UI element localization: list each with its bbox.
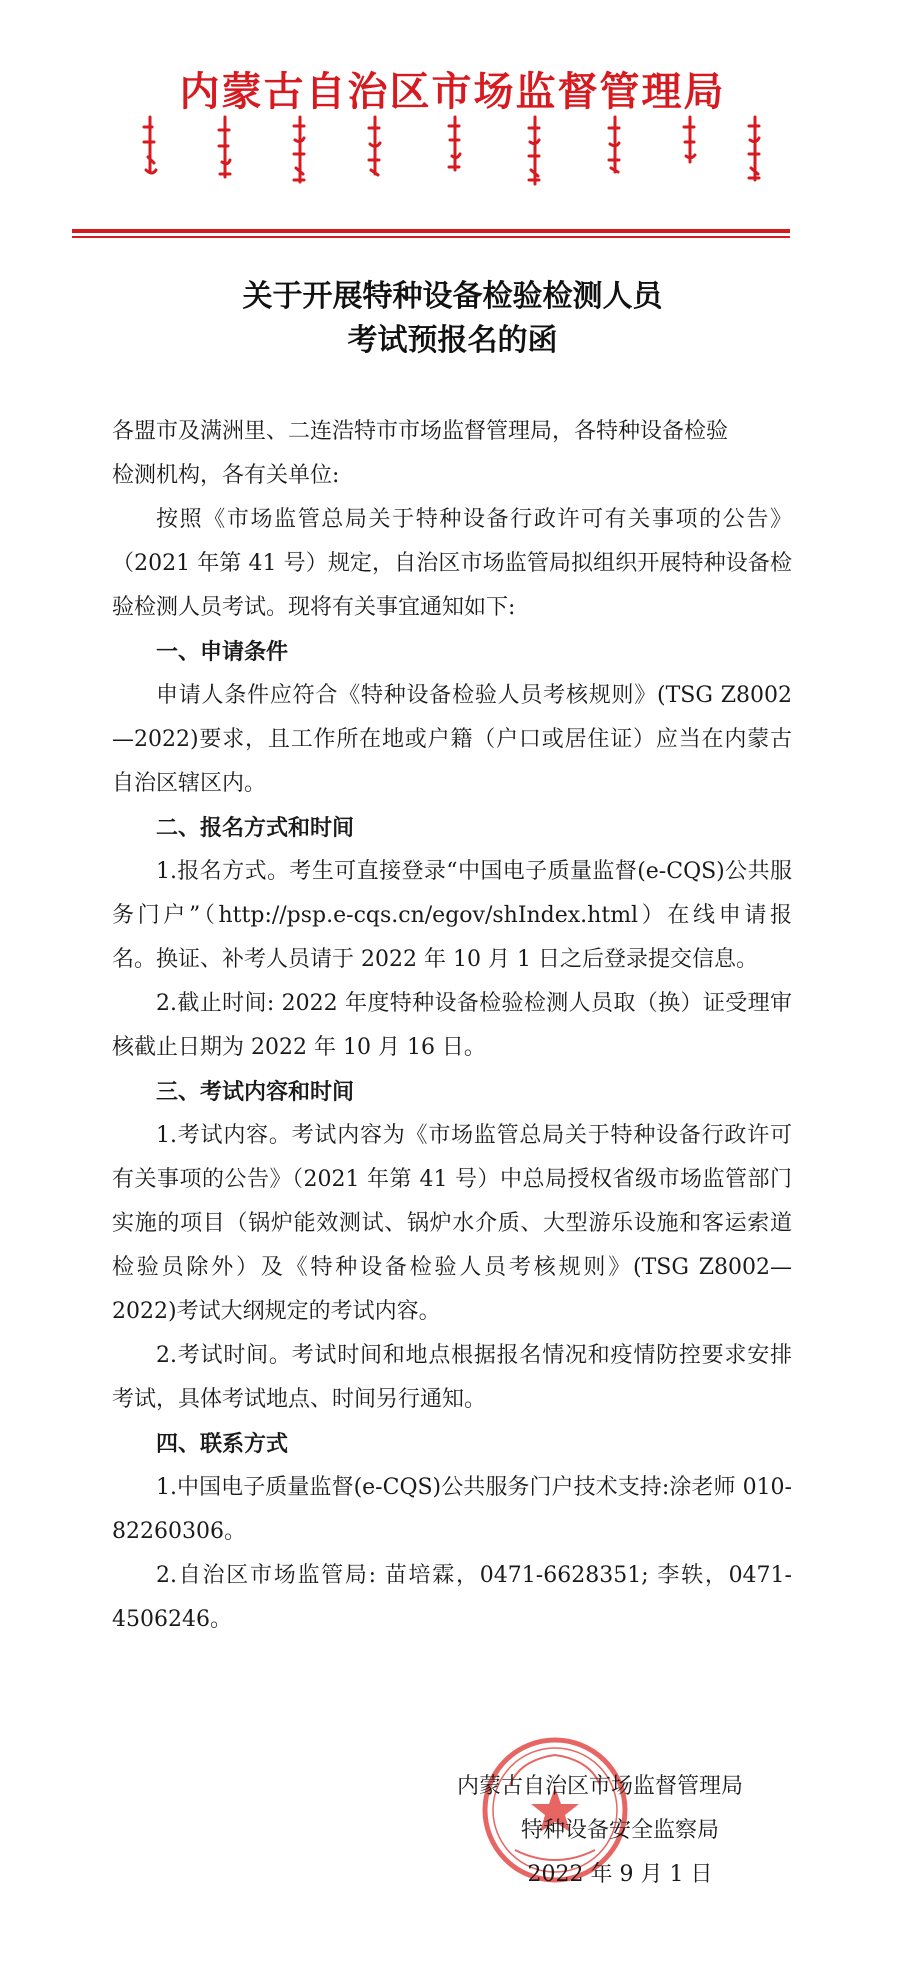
signature-department: 特种设备安全监察局 — [520, 1818, 719, 1843]
document-body — [112, 410, 792, 1642]
section1-body: 申请人条件应符合《特种设备检验人员考核规则》(TSG Z8002—2022)要求，且工作所在地或户籍（户口或居住证）应当在内蒙古自治区辖区内。 — [112, 683, 792, 796]
signature-block — [380, 1765, 820, 1897]
section2-item2: 2.截止时间: 2022 年度特种设备检验检测人员取（换）证受理审核截止日期为 2022 年 10 月 16 日。 — [112, 991, 792, 1060]
agency-letterhead-title: 内蒙古自治区市场监督管理局 — [179, 68, 726, 115]
document-title-line1: 关于开展特种设备检验检测人员 — [242, 279, 663, 314]
signature-organization: 内蒙古自治区市场监督管理局 — [456, 1774, 743, 1799]
salutation-line2: 检测机构，各有关单位: — [112, 463, 340, 488]
document-title-line2: 考试预报名的函 — [347, 323, 558, 358]
intro-paragraph: 按照《市场监管总局关于特种设备行政许可有关事项的公告》（2021 年第 41 号）规定，自治区市场监管局拟组织开展特种设备检验检测人员考试。现将有关事宜通知如下: — [112, 507, 792, 620]
salutation-line1: 各盟市及满洲里、二连浩特市市场监督管理局，各特种设备检验 — [112, 419, 729, 444]
mongolian-script-logo — [130, 112, 780, 190]
signature-date: 2022 年 9 月 1 日 — [527, 1862, 713, 1887]
section3-heading: 三、考试内容和时间 — [156, 1079, 355, 1105]
section3-item1: 1.考试内容。考试内容为《市场监管总局关于特种设备行政许可有关事项的公告》（2021 年第 41 号）中总局授权省级市场监管部门实施的项目（锅炉能效测试、锅炉水介质、大型游乐设施和客运索道检验员除外）及《特种设备检验人员考核规则》(TSG Z8002—2022)考试大纲规定的考试内容。 — [112, 1123, 792, 1324]
section2-item1: 1.报名方式。考生可直接登录“中国电子质量监督(e-CQS)公共服务门户”（http://psp.e-cqs.cn/egov/shIndex.html）在线申请报名。换证、补考人员请于 2022 年 10 月 1 日之后登录提交信息。 — [112, 859, 792, 972]
section4-item1: 1.中国电子质量监督(e-CQS)公共服务门户技术支持:涂老师 010-82260306。 — [112, 1475, 792, 1544]
section4-heading: 四、联系方式 — [156, 1431, 289, 1457]
letterhead-red-rule-thin — [72, 236, 790, 238]
letterhead-red-rule-thick — [72, 229, 790, 233]
section2-heading: 二、报名方式和时间 — [156, 815, 355, 841]
section4-item2: 2.自治区市场监管局: 苗培霖，0471-6628351; 李轶，0471-4506246。 — [112, 1563, 792, 1632]
document-title — [0, 275, 905, 363]
section3-item2: 2.考试时间。考试时间和地点根据报名情况和疫情防控要求安排考试，具体考试地点、时间另行通知。 — [112, 1343, 792, 1412]
section1-heading: 一、申请条件 — [156, 639, 289, 665]
